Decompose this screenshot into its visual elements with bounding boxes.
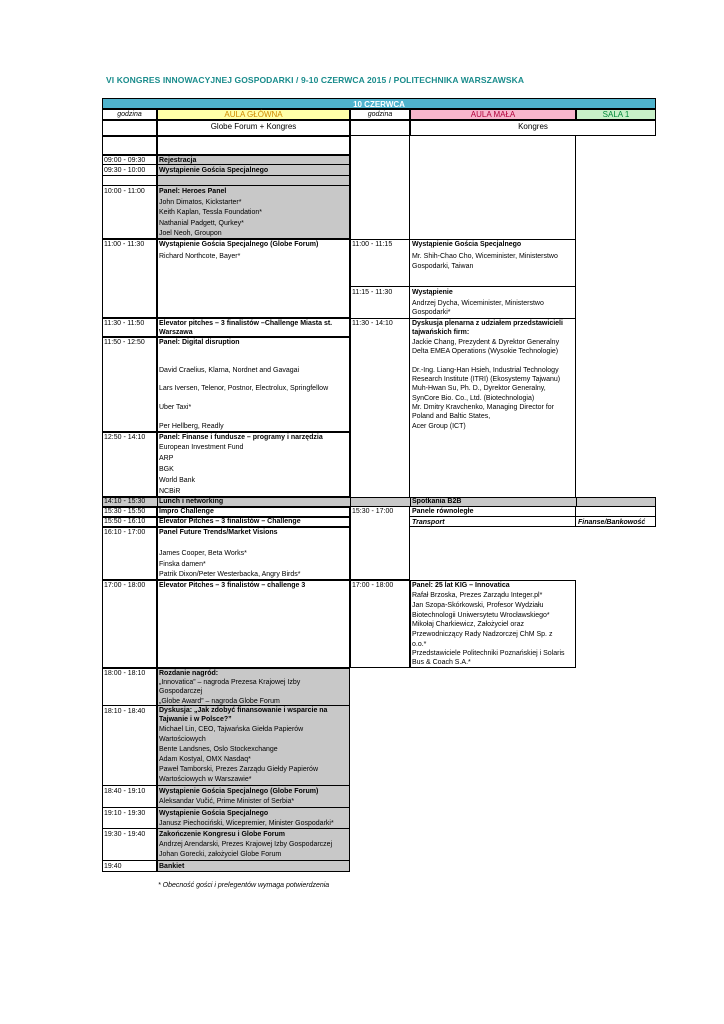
speaker: Rafał Brzoska, Prezes Zarządu Integer.pl* [412,592,543,599]
session-title: Lunch i networking [159,498,224,505]
time-label: 18:10 - 18:40 [104,708,146,715]
panel-track: Transport [412,519,445,526]
session-title: Panel Future Trends/Market Visions [159,529,278,536]
speaker: Andrzej Dycha, Wiceminister, Ministerstwo [412,300,544,307]
time-cell [102,239,157,318]
globe-subheader: Globe Forum + Kongres [157,120,350,136]
session-title: Wystąpienie [412,289,453,296]
row-line [576,497,577,507]
time-label: 19:30 - 19:40 [104,831,146,838]
time-label: 11:15 - 11:30 [352,289,393,296]
speaker: Johan Gorecki, założyciel Globe Forum [159,851,282,858]
speaker: Adam Kostyal, OMX Nasdaq* [159,756,251,763]
session-title: Dyskusja plenarna z udziałem przedstawicieli [412,320,563,327]
aula-mala-header: AULA MAŁA [410,109,576,120]
session-title: Elevator Pitches – 3 finalistów – challenge 3 [159,582,306,589]
session-title: Wystąpienie Gościa Specjalnego (Globe Forum) [159,788,319,795]
speaker: Janusz Piechociński, Wicepremier, Minister Gospodarki* [159,820,334,827]
panel-track: Finanse/Bankowość [578,519,646,526]
speaker: Gospodarki, Taiwan [412,263,474,270]
footnote: * Obecność gości i prelegentów wymaga potwierdzenia [158,882,330,889]
session-title: Bankiet [159,863,185,870]
time-label: 15:50 - 16:10 [104,518,146,525]
speaker: Acer Group (ICT) [412,423,466,430]
row-line [157,668,158,872]
speaker: Poland and Baltic States, [412,413,491,420]
session-title: Wystąpienie Gościa Specjalnego [159,167,269,174]
row-line [157,497,158,507]
session-title: Tajwanie i w Polsce?” [159,716,232,723]
session-title: Panele równoległe [412,508,474,515]
session-title: Wystąpienie Gościa Specjalnego (Globe Forum) [159,241,319,248]
speaker: Wartościowych [159,736,206,743]
speaker: Joel Neoh, Groupon [159,230,222,237]
speaker: Bente Landsnes, Oslo Stockexchange [159,746,278,753]
time-label: 09:30 - 10:00 [104,167,146,174]
speaker: Muh-Hwan Su, Ph. D., Dyrektor Generalny, [412,385,546,392]
time-label: 11:00 - 11:30 [104,241,145,248]
speaker: Delta EMEA Operations (Wysokie Technologie) [412,348,559,355]
godzina-header-right: godzina [350,109,410,120]
speaker: Keith Kaplan, Tessla Foundation* [159,209,262,216]
speaker: NCBiR [159,488,181,495]
time-label: 17:00 - 18:00 [352,582,394,589]
speaker: Aleksandar Vučić, Prime Minister of Serbia* [159,798,295,805]
speaker: Mr. Shih-Chao Cho, Wiceminister, Ministerstwo [412,253,558,260]
time-label: 11:30 - 11:50 [104,320,145,327]
session-title: Rejestracja [159,157,197,164]
speaker: BGK [159,466,174,473]
speaker: Finska damen* [159,561,206,568]
session-title: Elevator pitches – 3 finalistów –Challenge Miasta st. [159,320,333,327]
time-label: 19:10 - 19:30 [104,810,146,817]
time-label: 11:00 - 11:15 [352,241,393,248]
kongres-subheader: Kongres [410,120,656,136]
session-title: Panel: 25 lat KIG – Innovatica [412,582,510,589]
time-label: 15:30 - 15:50 [104,508,146,515]
time-label: 15:30 - 17:00 [352,508,394,515]
session-title: Wystąpienie Gościa Specjalnego [159,810,269,817]
session-title: Spotkania B2B [412,498,462,505]
speaker: Gospodarki* [412,309,451,316]
time-label: 12:50 - 14:10 [104,434,146,441]
middle-column-border [350,136,410,497]
content-cell [157,580,350,668]
speaker: Michael Lin, CEO, Tajwańska Giełda Papierów [159,726,304,733]
time-label: 19:40 [104,863,122,870]
document-header: VI KONGRES INNOWACYJNEJ GOSPODARKI / 9-10 CZERWCA 2015 / POLITECHNIKA WARSZAWSKA [106,75,525,85]
time-label: 09:00 - 09:30 [104,157,146,164]
middle-cell [350,507,410,580]
day-header: 10 CZERWCA [102,98,656,109]
speaker: Jan Szopa-Skórkowski, Profesor Wydziału [412,602,544,609]
session-title: Zakończenie Kongresu i Globe Forum [159,831,286,838]
speaker: James Cooper, Beta Works* [159,550,247,557]
time-label: 18:40 - 19:10 [104,788,146,795]
time-cell [102,580,157,668]
speaker: Jackie Chang, Prezydent & Dyrektor Generalny [412,339,560,346]
speaker: ARP [159,455,174,462]
speaker: Lars Iversen, Telenor, Postnor, Electrolux, Springfellow [159,385,329,392]
speaker: World Bank [159,477,196,484]
speaker: „Globe Award” – nagroda Globe Forum [159,698,280,705]
time-label: 17:00 - 18:00 [104,582,146,589]
speaker: Wartościowych w Warszawie* [159,776,252,783]
row-line [350,497,351,507]
speaker: Mr. Dmitry Kravchenko, Managing Director for [412,404,554,411]
time-label: 16:10 - 17:00 [104,529,146,536]
aula-glowna-header: AULA GŁÓWNA [157,109,350,120]
time-label: 11:30 - 14:10 [352,320,393,327]
speaker: Przedstawiciele Politechniki Poznańskiej i Solaris [412,650,565,657]
godzina-header-left: godzina [102,109,157,120]
session-title: Rozdanie nagród: [159,670,219,677]
time-label: 14:10 - 15:30 [104,498,146,505]
session-title: Warszawa [159,329,193,336]
session-title: Impro Challenge [159,508,214,515]
speaker: John Dimatos, Kickstarter* [159,199,242,206]
blank-cell [102,120,157,136]
time-label: 11:50 - 12:50 [104,339,145,346]
session-title: tajwańskich firm: [412,329,470,336]
time-cell [102,337,157,432]
speaker: Bus & Coach S.A.* [412,659,471,666]
speaker: Gospodarczej [159,688,203,695]
session-title: Wystąpienie Gościa Specjalnego [412,241,522,248]
speaker: David Craelius, Klarna, Nordnet and Gavagai [159,367,300,374]
blank-cell [102,136,157,155]
speaker: Nathanial Padgett, Qurkey* [159,220,244,227]
speaker: Biotechnologii Uniwersytetu Wrocławskiego* [412,612,550,619]
speaker: o.o.* [412,641,427,648]
blank-cell [350,120,410,136]
speaker: European Investment Fund [159,444,244,451]
row-line [102,176,350,186]
right-border [410,136,576,240]
session-title: Panel: Finanse i fundusze – programy i narzędzia [159,434,323,441]
speaker: Andrzej Arendarski, Prezes Krajowej Izby Gospodarczej [159,841,333,848]
speaker: Patrik Dixon/Peter Westerbacka, Angry Birds* [159,571,301,578]
speaker: Per Hellberg, Readly [159,423,224,430]
session-title: Elevator Pitches – 3 finalistów – Challenge [159,518,301,525]
speaker: Uber Taxi* [159,404,192,411]
session-title: Panel: Heroes Panel [159,188,227,195]
speaker: Przewodniczący Rady Nadzorczej ChM Sp. z [412,631,553,638]
time-label: 18:00 - 18:10 [104,670,146,677]
speaker: Richard Northcote, Bayer* [159,253,241,260]
content-cell [157,239,350,318]
middle-cell [350,580,410,668]
speaker: SynCore Bio. Co., Ltd. (Biotechnologia) [412,395,535,402]
session-title: Dyskusja: „Jak zdobyć finansowanie i wsparcie na [159,707,328,714]
speaker: Paweł Tamborski, Prezes Zarządu Giełdy Papierów [159,766,318,773]
blank-cell [157,136,350,155]
speaker: Mikołaj Charkiewicz, Założyciel oraz [412,621,525,628]
speaker: Research Institute (ITRI) (Ekosystemy Tajwanu) [412,376,561,383]
row-line [410,497,411,507]
session-title: Panel: Digital disruption [159,339,240,346]
time-label: 10:00 - 11:00 [104,188,145,195]
speaker: Dr.-Ing. Liang-Han Hsieh, Industrial Technology [412,367,559,374]
speaker: „Innovatica” – nagroda Prezesa Krajowej Izby [159,679,301,686]
sala1-header: SALA 1 [576,109,656,120]
